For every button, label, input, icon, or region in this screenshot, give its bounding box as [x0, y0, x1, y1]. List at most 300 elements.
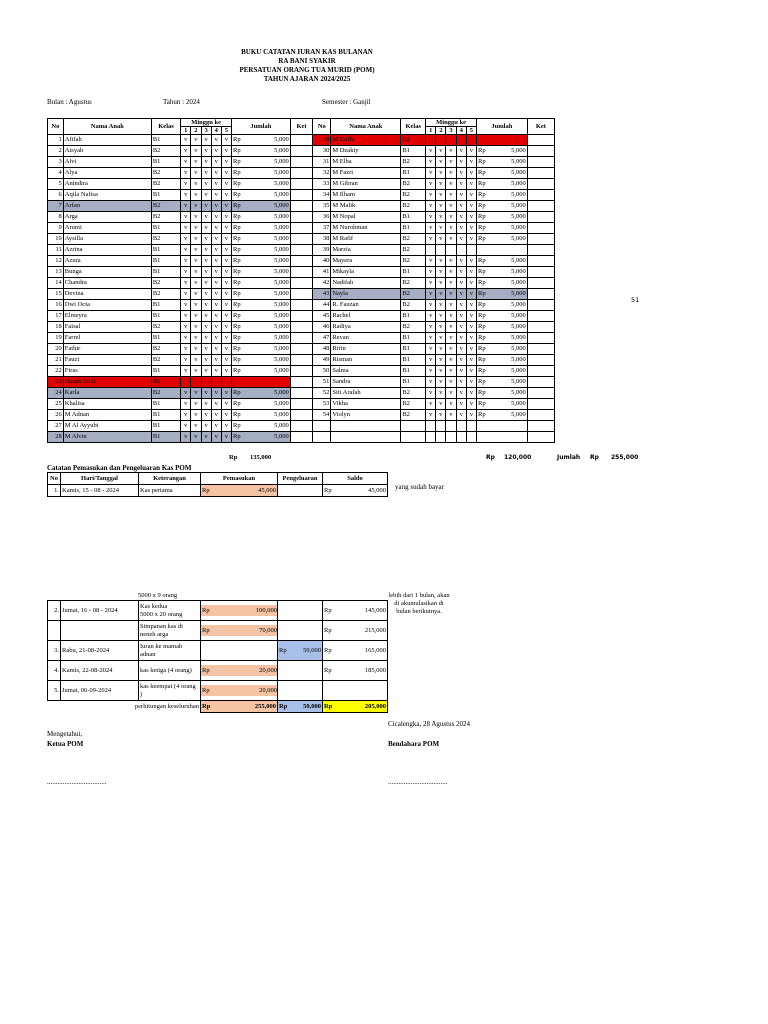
row-ket	[290, 168, 313, 179]
row-kelas: B1	[151, 421, 180, 432]
row-no: 17	[48, 311, 64, 322]
row-jumlah: Rp 5,000	[232, 432, 291, 443]
row-nama: Elmeyra	[63, 311, 151, 322]
row-nama: Karla	[63, 388, 151, 399]
row-week-5: v	[221, 399, 231, 410]
row-ket	[527, 300, 554, 311]
row-week-4: v	[211, 432, 221, 443]
row-week-2: v	[191, 201, 201, 212]
row-jumlah	[232, 377, 291, 388]
row-ket	[290, 245, 313, 256]
table-row	[48, 421, 555, 432]
col-kelas-2: Kelas	[401, 119, 426, 135]
row-week-2	[436, 421, 446, 432]
row-kelas: B2	[151, 146, 180, 157]
row-ket	[527, 355, 554, 366]
row-week-5: v	[466, 322, 476, 333]
row-week-2: v	[436, 179, 446, 190]
row-week-3: v	[446, 333, 456, 344]
kas-row2-pre: 5000 x 9 orang	[138, 592, 178, 599]
row-week-1: v	[426, 223, 436, 234]
row-week-5: v	[466, 212, 476, 223]
row-week-5: v	[221, 355, 231, 366]
row-week-2: v	[191, 322, 201, 333]
row-week-1: v	[181, 212, 191, 223]
row-week-1: v	[426, 311, 436, 322]
row-kelas: B1	[401, 223, 426, 234]
row-week-3: v	[201, 366, 211, 377]
col-minggu: Minggu ke	[181, 119, 232, 127]
row-kelas	[401, 432, 426, 443]
row-week-2: v	[436, 212, 446, 223]
row-week-2: v	[191, 366, 201, 377]
row-jumlah: Rp 5,000	[476, 289, 527, 300]
row-kelas: B2	[401, 179, 426, 190]
row-week-3: v	[446, 366, 456, 377]
kas-saldo: Rp 215,000	[323, 621, 388, 641]
kas-note-1: yang sudah bayar	[395, 483, 444, 491]
row-kelas: B1	[401, 267, 426, 278]
row-no: 20	[48, 344, 64, 355]
row-week-1: v	[426, 289, 436, 300]
row-jumlah	[476, 135, 527, 146]
row-nama: Revan	[331, 333, 401, 344]
row-jumlah: Rp 5,000	[232, 201, 291, 212]
col-w2-2: 2	[436, 127, 446, 135]
row-jumlah: Rp 5,000	[232, 234, 291, 245]
row-ket	[290, 344, 313, 355]
row-no: 11	[48, 245, 64, 256]
row-jumlah	[476, 432, 527, 443]
row-week-5: v	[466, 223, 476, 234]
row-kelas: B2	[401, 289, 426, 300]
row-week-1: v	[181, 333, 191, 344]
row-jumlah: Rp 5,000	[476, 388, 527, 399]
row-week-1: v	[426, 388, 436, 399]
row-kelas: B1	[151, 366, 180, 377]
row-week-2: v	[191, 157, 201, 168]
row-nama: Devina	[63, 289, 151, 300]
row-nama: Faisal	[63, 322, 151, 333]
row-week-2: v	[436, 234, 446, 245]
row-ket	[290, 267, 313, 278]
kas-keluar	[278, 485, 323, 497]
row-no: 47	[313, 333, 331, 344]
row-nama: M Alvin	[63, 432, 151, 443]
row-kelas: B2	[401, 135, 426, 146]
row-no: 13	[48, 267, 64, 278]
row-kelas: B2	[151, 168, 180, 179]
row-week-3: v	[446, 212, 456, 223]
kas-row-2	[48, 601, 388, 621]
row-week-3	[446, 421, 456, 432]
row-kelas: B1	[401, 377, 426, 388]
row-week-2: v	[191, 410, 201, 421]
row-week-3: v	[201, 190, 211, 201]
kas-masuk: Rp 45,000	[201, 485, 278, 497]
kas-saldo: Rp 145,000	[323, 601, 388, 621]
table-row	[48, 388, 555, 399]
row-jumlah: Rp 5,000	[232, 256, 291, 267]
row-week-2: v	[436, 289, 446, 300]
kas-row-5	[48, 681, 388, 701]
row-jumlah: Rp 5,000	[232, 410, 291, 421]
row-ket	[527, 410, 554, 421]
row-week-5: v	[466, 344, 476, 355]
row-no	[313, 432, 331, 443]
row-ket	[527, 234, 554, 245]
row-week-1: v	[181, 267, 191, 278]
table-row	[48, 355, 555, 366]
col-ket: Ket	[290, 119, 313, 135]
row-week-4: v	[456, 333, 466, 344]
row-jumlah: Rp 5,000	[476, 234, 527, 245]
row-nama: Mikayla	[331, 267, 401, 278]
row-week-4: v	[456, 311, 466, 322]
row-no: 18	[48, 322, 64, 333]
row-jumlah: Rp 5,000	[476, 366, 527, 377]
row-no: 54	[313, 410, 331, 421]
row-week-3: v	[446, 267, 456, 278]
row-kelas: B1	[151, 333, 180, 344]
row-no: 8	[48, 212, 64, 223]
row-week-5: v	[466, 190, 476, 201]
row-week-2: v	[436, 256, 446, 267]
row-week-4: v	[456, 234, 466, 245]
row-ket	[527, 377, 554, 388]
row-week-2	[191, 377, 201, 388]
table-row	[48, 289, 555, 300]
kas-title: Catatan Pemasukan dan Pengeluaran Kas POM	[47, 464, 192, 472]
row-kelas: B2	[151, 322, 180, 333]
row-week-4: v	[456, 388, 466, 399]
row-ket	[527, 388, 554, 399]
row-week-2: v	[191, 311, 201, 322]
row-week-3: v	[446, 322, 456, 333]
row-week-3: v	[201, 135, 211, 146]
row-week-3: v	[201, 245, 211, 256]
row-ket	[290, 135, 313, 146]
row-week-1: v	[181, 421, 191, 432]
row-week-1: v	[181, 234, 191, 245]
row-jumlah: Rp 5,000	[476, 146, 527, 157]
row-week-5: v	[466, 157, 476, 168]
row-week-3: v	[201, 333, 211, 344]
row-week-5: v	[466, 355, 476, 366]
row-week-5: v	[221, 388, 231, 399]
ketua-label: Ketua POM	[47, 740, 84, 748]
row-jumlah	[476, 421, 527, 432]
row-week-3: v	[201, 179, 211, 190]
row-week-3: v	[201, 256, 211, 267]
semester-label: Semester : Ganjil	[322, 98, 371, 106]
row-ket	[527, 190, 554, 201]
kas-header-table	[47, 472, 388, 497]
signature-line-bendahara: ..................................	[388, 778, 448, 786]
row-week-2: v	[436, 267, 446, 278]
row-week-5	[466, 245, 476, 256]
table-row	[48, 245, 555, 256]
row-nama: Aysilla	[63, 234, 151, 245]
row-week-3: v	[201, 267, 211, 278]
row-ket	[290, 322, 313, 333]
row-nama: Chandra	[63, 278, 151, 289]
row-week-5: v	[221, 256, 231, 267]
kas-total-masuk: Rp 255,000	[201, 701, 278, 713]
row-ket	[527, 201, 554, 212]
row-week-4	[211, 377, 221, 388]
row-week-4: v	[211, 201, 221, 212]
col-w3: 3	[201, 127, 211, 135]
row-jumlah: Rp 5,000	[232, 289, 291, 300]
row-week-1: v	[426, 322, 436, 333]
row-week-3: v	[201, 421, 211, 432]
row-nama: Sandra	[331, 377, 401, 388]
row-week-3: v	[446, 157, 456, 168]
row-nama: M Al Ayyubi	[63, 421, 151, 432]
row-jumlah: Rp 5,000	[232, 344, 291, 355]
row-week-3: v	[201, 234, 211, 245]
row-kelas: B1	[401, 333, 426, 344]
kas-ket: kas keempat (4 orang )	[139, 681, 201, 701]
kas-total-keluar: Rp 50,000	[278, 701, 323, 713]
row-week-1: v	[426, 333, 436, 344]
row-week-3: v	[201, 311, 211, 322]
row-week-4	[456, 135, 466, 146]
row-kelas: B2	[401, 157, 426, 168]
row-kelas: B1	[401, 146, 426, 157]
kas-masuk: Rp 20,000	[201, 681, 278, 701]
row-no: 50	[313, 366, 331, 377]
row-week-1: v	[181, 366, 191, 377]
row-week-4	[456, 245, 466, 256]
row-week-3: v	[201, 278, 211, 289]
row-jumlah: Rp 5,000	[232, 146, 291, 157]
row-week-3: v	[201, 344, 211, 355]
row-week-4: v	[211, 399, 221, 410]
kas-row-2b	[48, 621, 388, 641]
kas-no: 1.	[48, 485, 61, 497]
row-week-4: v	[456, 223, 466, 234]
row-nama: M Nopal	[331, 212, 401, 223]
row-week-3: v	[446, 355, 456, 366]
table-row	[48, 179, 555, 190]
row-no: 34	[313, 190, 331, 201]
row-week-2: v	[436, 146, 446, 157]
row-kelas: B2	[151, 234, 180, 245]
row-week-2: v	[191, 146, 201, 157]
row-week-3: v	[446, 311, 456, 322]
row-week-3: v	[201, 322, 211, 333]
row-week-2: v	[436, 399, 446, 410]
row-no: 36	[313, 212, 331, 223]
table-row	[48, 410, 555, 421]
tahun-label: Tahun : 2024	[163, 98, 200, 106]
kas-col-ket: Keterangan	[139, 473, 201, 485]
row-week-2: v	[191, 355, 201, 366]
row-no: 38	[313, 234, 331, 245]
row-nama: Arumi	[63, 223, 151, 234]
row-nama: Khalisa	[63, 399, 151, 410]
row-week-5: v	[221, 344, 231, 355]
row-ket	[290, 421, 313, 432]
row-nama: Alvi	[63, 157, 151, 168]
row-kelas	[401, 421, 426, 432]
row-week-4: v	[456, 300, 466, 311]
row-nama: Farrel	[63, 333, 151, 344]
row-week-2: v	[191, 245, 201, 256]
row-week-2: v	[191, 135, 201, 146]
row-ket	[290, 399, 313, 410]
row-week-3: v	[446, 256, 456, 267]
row-jumlah: Rp 5,000	[232, 333, 291, 344]
row-no: 46	[313, 322, 331, 333]
kas-lower-table	[47, 600, 388, 713]
table-row	[48, 146, 555, 157]
row-kelas: B1	[151, 223, 180, 234]
table-row	[48, 377, 555, 388]
row-ket	[527, 322, 554, 333]
row-week-5: v	[466, 311, 476, 322]
row-week-4	[456, 432, 466, 443]
row-kelas: B1	[151, 190, 180, 201]
row-ket	[527, 366, 554, 377]
row-week-5: v	[466, 300, 476, 311]
row-jumlah: Rp 5,000	[232, 366, 291, 377]
row-week-5: v	[221, 311, 231, 322]
row-ket	[290, 355, 313, 366]
row-jumlah: Rp 5,000	[476, 344, 527, 355]
row-week-5: v	[221, 278, 231, 289]
kas-ket: Kas pertama	[139, 485, 201, 497]
row-week-3: v	[201, 399, 211, 410]
row-week-3: v	[201, 223, 211, 234]
row-nama: Hasan Bilal	[63, 377, 151, 388]
row-week-3: v	[201, 146, 211, 157]
doc-title-1: BUKU CATATAN IURAN KAS BULANAN	[241, 48, 373, 56]
row-nama: Nadifah	[331, 278, 401, 289]
row-no: 51	[313, 377, 331, 388]
row-week-4: v	[456, 157, 466, 168]
row-week-1: v	[426, 157, 436, 168]
row-week-5: v	[221, 289, 231, 300]
row-no: 12	[48, 256, 64, 267]
row-week-4: v	[456, 355, 466, 366]
row-week-5: v	[221, 190, 231, 201]
kas-hari: Rabu, 21-08-2024	[61, 641, 139, 661]
row-no: 32	[313, 168, 331, 179]
row-no: 42	[313, 278, 331, 289]
table-row	[48, 201, 555, 212]
row-week-2: v	[191, 190, 201, 201]
row-nama: M Elba	[331, 157, 401, 168]
bulan-label: Bulan : Agustus	[47, 98, 92, 106]
row-week-2: v	[191, 344, 201, 355]
row-week-2: v	[191, 300, 201, 311]
row-no: 19	[48, 333, 64, 344]
row-week-1: v	[181, 344, 191, 355]
row-ket	[527, 344, 554, 355]
row-nama: Marzia	[331, 245, 401, 256]
row-week-1: v	[426, 355, 436, 366]
row-nama: M Ilham	[331, 190, 401, 201]
row-week-3: v	[446, 168, 456, 179]
row-nama: Siti Arafah	[331, 388, 401, 399]
row-week-1: v	[181, 256, 191, 267]
row-week-2	[436, 432, 446, 443]
table-row	[48, 322, 555, 333]
row-jumlah: Rp 5,000	[232, 278, 291, 289]
mengetahui-label: Mengetahui,	[47, 730, 83, 738]
row-jumlah: Rp 5,000	[476, 278, 527, 289]
row-jumlah: Rp 5,000	[232, 157, 291, 168]
row-no: 43	[313, 289, 331, 300]
row-week-4: v	[456, 377, 466, 388]
row-week-5: v	[466, 168, 476, 179]
row-week-4: v	[211, 179, 221, 190]
row-kelas: B1	[151, 267, 180, 278]
row-kelas: B1	[151, 300, 180, 311]
row-no: 4	[48, 168, 64, 179]
row-jumlah: Rp 5,000	[476, 300, 527, 311]
row-week-1: v	[426, 179, 436, 190]
col-w4-2: 4	[456, 127, 466, 135]
grand-total-label: Jumlah	[557, 454, 581, 461]
row-ket	[527, 168, 554, 179]
row-week-5: v	[221, 234, 231, 245]
row-week-1: v	[426, 168, 436, 179]
row-nama: Anindira	[63, 179, 151, 190]
row-nama	[331, 421, 401, 432]
row-week-2: v	[191, 256, 201, 267]
row-week-1: v	[426, 256, 436, 267]
row-ket	[527, 421, 554, 432]
row-week-3: v	[201, 157, 211, 168]
row-week-3: v	[446, 300, 456, 311]
row-week-3: v	[446, 234, 456, 245]
kas-col-saldo: Saldo	[323, 473, 388, 485]
row-week-1: v	[181, 432, 191, 443]
row-week-1: v	[181, 179, 191, 190]
row-week-5: v	[466, 333, 476, 344]
table-row	[48, 190, 555, 201]
row-week-4: v	[456, 410, 466, 421]
row-week-5: v	[466, 388, 476, 399]
row-kelas: B2	[151, 289, 180, 300]
row-no: 22	[48, 366, 64, 377]
row-week-3: v	[446, 179, 456, 190]
kas-hari: Kamis, 22-08-2024	[61, 661, 139, 681]
row-jumlah: Rp 5,000	[476, 355, 527, 366]
row-week-2: v	[436, 388, 446, 399]
row-no: 45	[313, 311, 331, 322]
row-kelas: B1	[401, 366, 426, 377]
row-no: 39	[313, 245, 331, 256]
col-nama: Nama Anak	[63, 119, 151, 135]
table-row	[48, 344, 555, 355]
row-kelas: B2	[151, 179, 180, 190]
row-week-4: v	[456, 190, 466, 201]
row-week-4: v	[211, 410, 221, 421]
table-row	[48, 256, 555, 267]
row-nama: Aqila Nafisa	[63, 190, 151, 201]
row-week-3: v	[201, 168, 211, 179]
row-week-4: v	[211, 168, 221, 179]
row-week-5: v	[466, 201, 476, 212]
row-week-4: v	[211, 245, 221, 256]
row-week-3: v	[446, 278, 456, 289]
row-week-5	[466, 432, 476, 443]
